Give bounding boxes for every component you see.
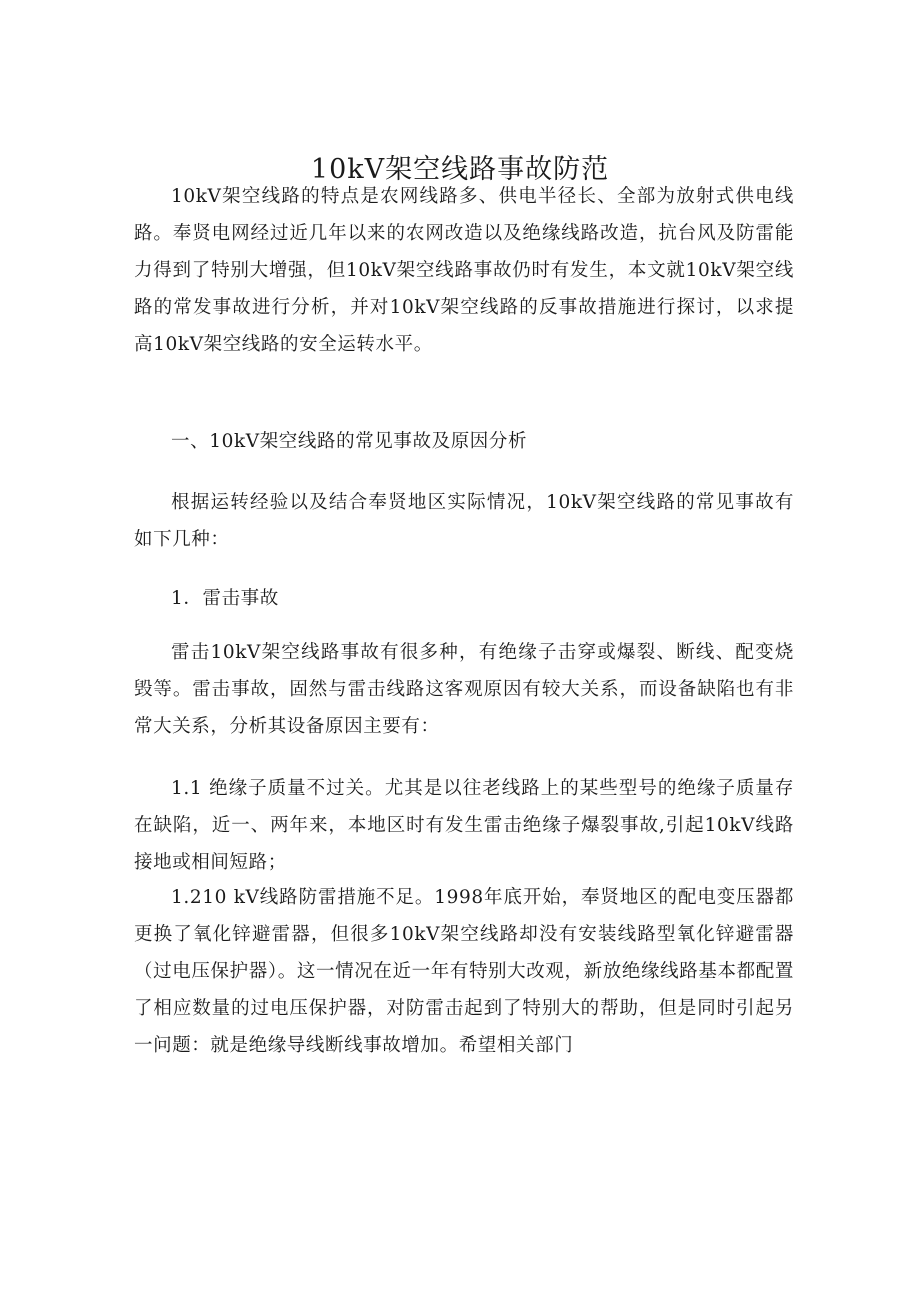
paragraph-intro: 10kV架空线路的特点是农网线路多、供电半径长、全部为放射式供电线路。奉贤电网经过近几年以来的农网改造以及绝缘线路改造，抗台风及防雷能力得到了特别大增强，但10kV架空线路事故仍时有发生，本文就10kV架空线路的常发事故进行分析，并对10kV架空线路的反事故措施进行探讨，以求提高10kV架空线路的安全运转水平。 [134,186,794,355]
subsection-heading-lightning: 1．雷击事故 [171,588,279,609]
document-title: 10kV架空线路事故防范 [310,154,610,185]
paragraph-common-faults: 根据运转经验以及结合奉贤地区实际情况，10kV架空线路的常见事故有如下几种： [134,492,794,550]
paragraph-lightning-protection: 1.210 kV线路防雷措施不足。1998年底开始，奉贤地区的配电变压器都更换了氧化锌避雷器，但很多10kV架空线路却没有安装线路型氧化锌避雷器（过电压保护器）。这一情况在近一年有特别大改观，新放绝缘线路基本都配置了相应数量的过电压保护器，对防雷击起到了特别大的帮助，但是同时引起另一问题：就是绝缘导线断线事故增加。希望相关部门 [134,887,794,1056]
section-heading-1: 一、10kV架空线路的常见事故及原因分析 [171,431,528,452]
paragraph-insulator-quality: 1.1 绝缘子质量不过关。尤其是以往老线路上的某些型号的绝缘子质量存在缺陷，近一、两年来，本地区时有发生雷击绝缘子爆裂事故,引起10kV线路接地或相间短路； [134,778,794,873]
paragraph-lightning: 雷击10kV架空线路事故有很多种，有绝缘子击穿或爆裂、断线、配变烧毁等。雷击事故，固然与雷击线路这客观原因有较大关系，而设备缺陷也有非常大关系，分析其设备原因主要有： [134,642,794,737]
